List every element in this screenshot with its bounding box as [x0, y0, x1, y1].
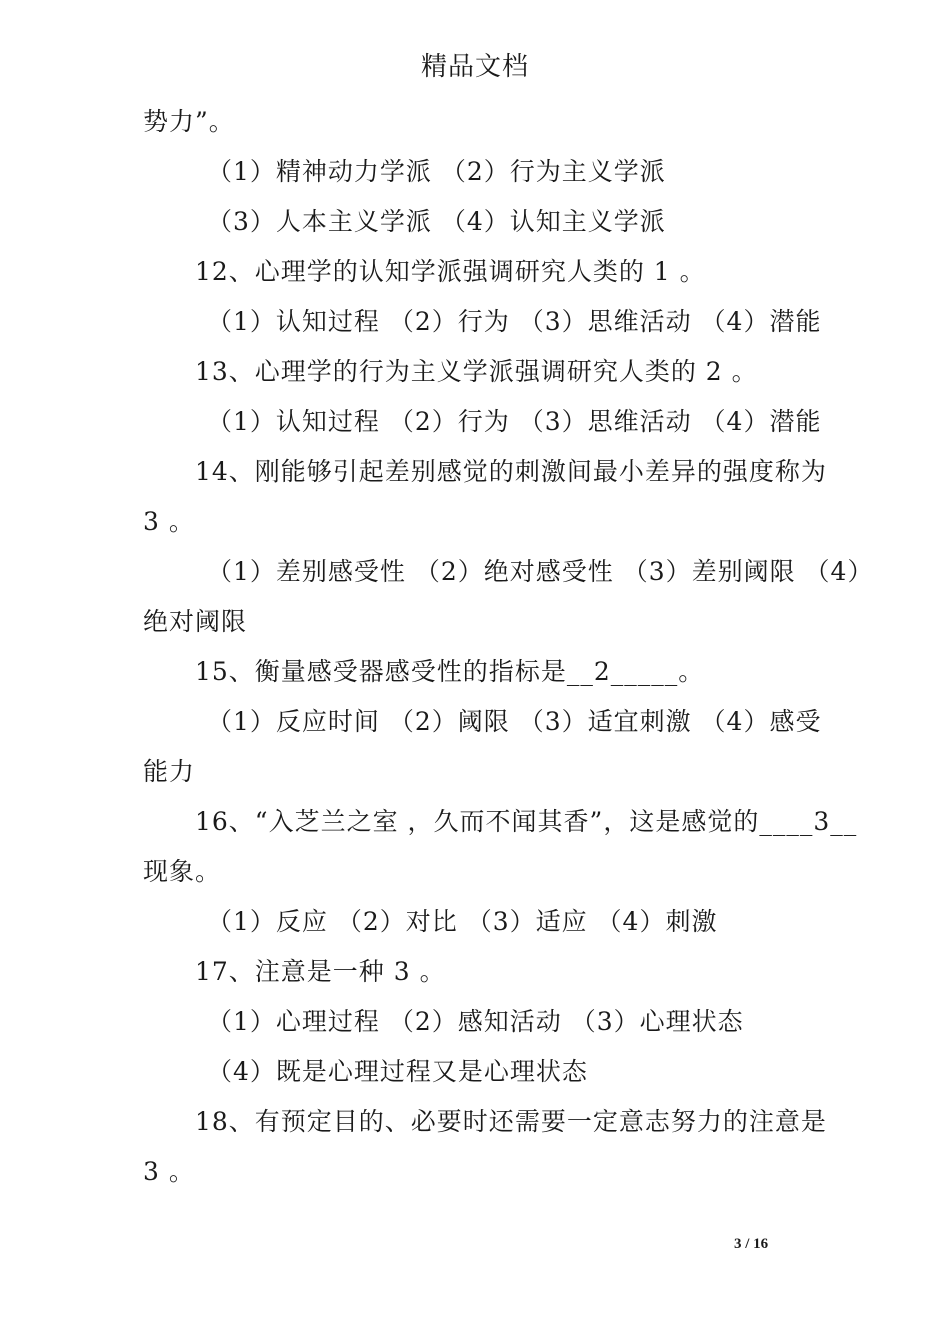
text-line: 绝对阈限 — [143, 607, 248, 636]
option-line: （3）人本主义学派 （4）认知主义学派 — [207, 207, 666, 236]
question-line: 18、有预定目的、必要时还需要一定意志努力的注意是 — [195, 1107, 827, 1136]
page-header-title: 精品文档 — [420, 52, 529, 82]
text-line: 3 。 — [143, 1157, 195, 1186]
option-line: （1）差别感受性 （2）绝对感受性 （3）差别阈限 （4） — [207, 557, 874, 586]
option-line: （1）反应时间 （2）阈限 （3）适宜刺激 （4）感受 — [207, 707, 822, 736]
text-line: 现象。 — [143, 857, 222, 886]
text-line: 能力 — [143, 757, 196, 786]
text-line: 势力”。 — [143, 107, 235, 136]
question-line: 13、心理学的行为主义学派强调研究人类的 2 。 — [195, 357, 758, 386]
question-line: 15、衡量感受器感受性的指标是__2_____。 — [195, 657, 705, 686]
page-number: 3 / 16 — [734, 1236, 769, 1252]
question-line: 14、刚能够引起差别感觉的刺激间最小差异的强度称为 — [195, 457, 827, 486]
option-line: （1）心理过程 （2）感知活动 （3）心理状态 — [207, 1007, 744, 1036]
question-line: 17、注意是一种 3 。 — [195, 957, 446, 986]
text-line: 3 。 — [143, 507, 195, 536]
option-line: （1）精神动力学派 （2）行为主义学派 — [207, 157, 666, 186]
option-line: （1）反应 （2）对比 （3）适应 （4）刺激 — [207, 907, 718, 936]
question-line: 16、“入芝兰之室 ，久而不闻其香”，这是感觉的____3__ — [195, 807, 858, 836]
option-line: （4）既是心理过程又是心理状态 — [207, 1057, 588, 1086]
option-line: （1）认知过程 （2）行为 （3）思维活动 （4）潜能 — [207, 307, 822, 336]
question-line: 12、心理学的认知学派强调研究人类的 1 。 — [195, 257, 706, 286]
option-line: （1）认知过程 （2）行为 （3）思维活动 （4）潜能 — [207, 407, 822, 436]
